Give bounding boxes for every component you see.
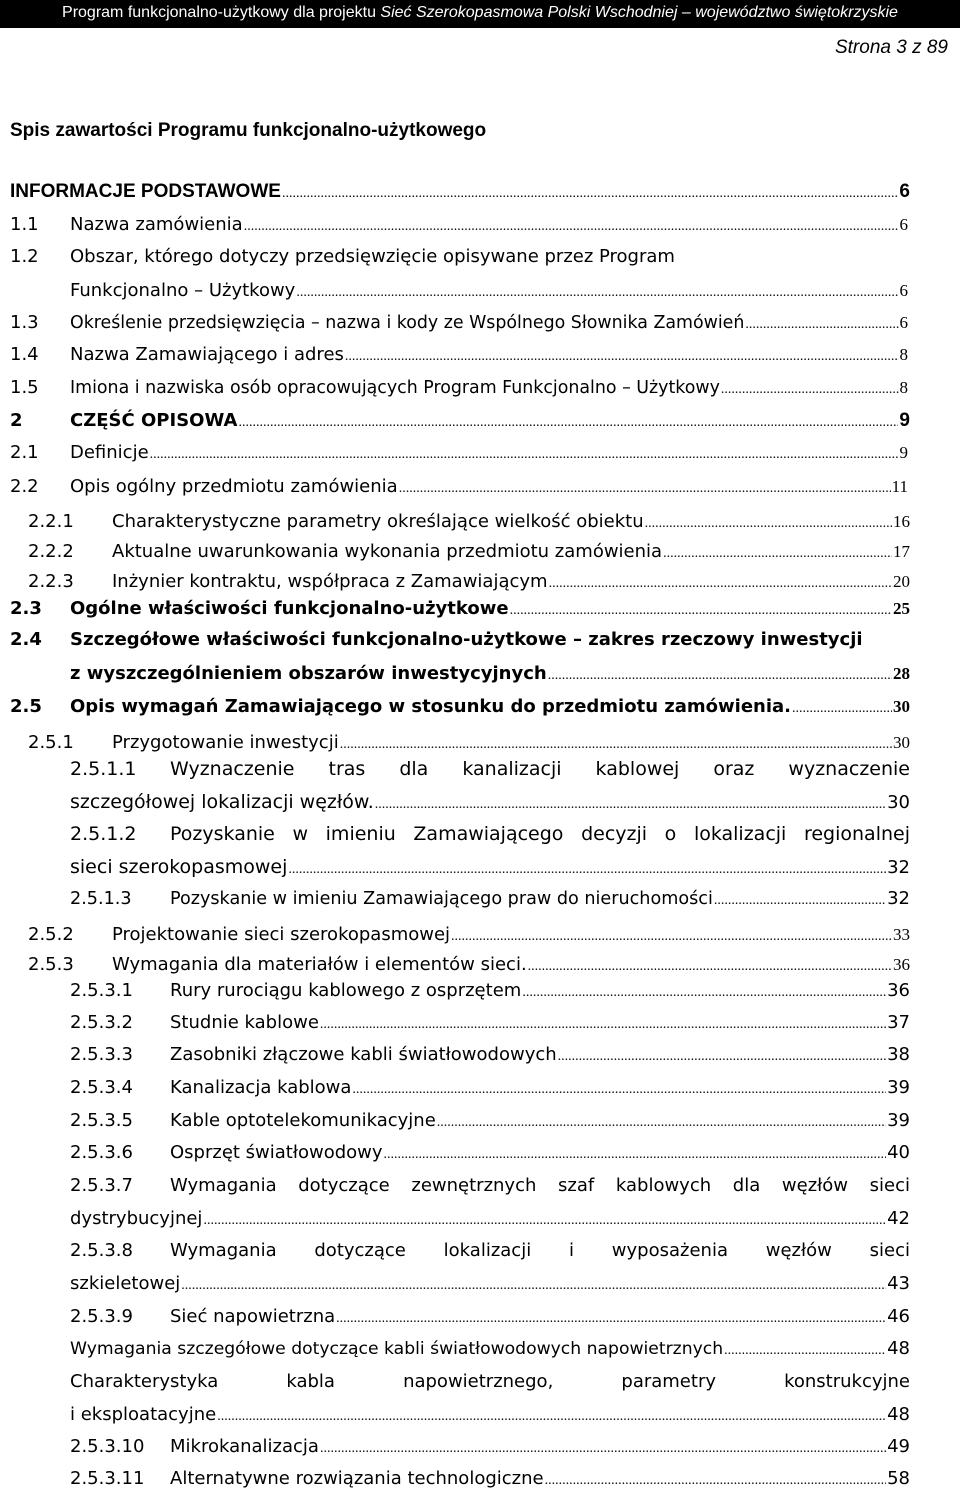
toc-entry-number: 2.5.3.10 [70,1436,145,1457]
toc-entry-number: 2.5.3.11 [70,1468,145,1489]
toc-entry-number: 1.1 [10,214,39,235]
toc-entry[interactable] [10,597,910,623]
toc-entry-page: 30 [893,733,910,752]
toc-leader [336,1307,886,1331]
toc-entry[interactable] [28,540,910,566]
toc-entry[interactable] [70,1435,910,1461]
toc-entry-number: 2.5.3.7 [70,1175,133,1196]
toc-leader [244,215,899,239]
toc-entry[interactable] [70,1011,910,1037]
toc-entry[interactable] [70,1272,910,1298]
toc-entry-text: Rury rurociągu kablowego z osprzętem [170,980,522,1001]
toc-entry[interactable] [70,1337,910,1363]
toc-entry-text: Osprzęt światłowodowy [170,1142,383,1163]
toc-entry-text: CZĘŚĆ OPISOWA [70,410,238,431]
toc-entry-text: Wymagania szczegółowe dotyczące kabli światłowodowych napowietrznych [70,1339,724,1359]
toc-entry-number: 2.2.2 [28,541,74,562]
toc-entry-number: 2.5.3.4 [70,1077,133,1098]
toc-entry-number: 2.5.1.2 [70,823,137,845]
toc-leader [384,1143,887,1167]
toc-entry-page: 39 [887,1077,910,1098]
toc-entry[interactable] [70,279,908,305]
toc-leader [320,1437,886,1461]
toc-entry[interactable] [70,1370,910,1394]
toc-entry[interactable] [10,441,908,467]
toc-leader [340,733,892,757]
toc-leader [282,182,898,206]
toc-entry[interactable] [10,343,908,369]
toc-leader [217,1405,886,1429]
toc-leader [792,697,892,721]
toc-entry-text: Przygotowanie inwestycji [112,732,339,753]
toc-entry[interactable] [70,757,910,781]
toc-entry-text: Wymagania dotyczące lokalizacji i wyposażenia węzłów sieci [170,1240,910,1261]
toc-entry-text: Aktualne uwarunkowania wykonania przedmiotu zamówienia [112,541,663,562]
toc-entry-text: Szczegółowe właściwości funkcjonalno-użytkowe – zakres rzeczowy inwestycji [70,629,863,650]
toc-entry-page: 8 [899,378,908,397]
toc-entry-text: sieci szerokopasmowej [70,856,288,878]
toc-entry-text: dystrybucyjnej [70,1208,203,1229]
toc-leader [238,411,898,435]
toc-entry[interactable] [10,409,910,435]
toc-entry-page: 36 [887,980,910,1001]
toc-leader [352,1078,886,1102]
toc-entry-number: 2 [10,410,23,431]
toc-leader [345,345,899,369]
toc-entry-page: 20 [893,572,910,591]
toc-entry-page: 6 [899,215,908,234]
toc-leader [288,858,886,882]
toc-entry-text: Charakterystyka kabla napowietrznego, parametry konstrukcyjne [70,1371,910,1392]
toc-entry-number: 1.3 [10,312,39,333]
toc-entry[interactable] [10,180,910,206]
toc-entry-number: 2.5.3.8 [70,1240,133,1261]
toc-leader [745,313,898,337]
toc-leader [296,281,898,305]
toc-entry[interactable] [70,1467,910,1493]
toc-leader [663,542,892,566]
toc-entry[interactable] [10,628,902,652]
toc-entry-page: 49 [887,1436,910,1457]
toc-entry-text: Pozyskanie w imieniu Zamawiającego decyzji o lokalizacji regionalnej [170,823,910,845]
toc-entry-page: 32 [887,857,910,878]
toc-leader [549,572,892,596]
toc-entry[interactable] [70,822,910,846]
toc-entry-page: 9 [899,410,910,431]
toc-entry-page: 11 [891,477,908,496]
toc-entry[interactable] [28,953,910,979]
toc-entry-page: 46 [887,1306,910,1327]
toc-entry[interactable] [70,1174,910,1198]
toc-leader [714,889,886,913]
toc-entry-number: 2.5.3.5 [70,1110,133,1131]
toc-entry-text: Zasobniki złączowe kabli światłowodowych [170,1044,557,1065]
toc-entry-text: Inżynier kontraktu, współpraca z Zamawiającym [112,571,548,592]
toc-entry[interactable] [70,979,910,1005]
toc-title: Spis zawartości Programu funkcjonalno-użytkowego [10,120,487,141]
toc-entry-text: Charakterystyczne parametry określające wielkość obiektu [112,511,644,532]
toc-entry-page: 9 [899,443,908,462]
toc-entry-text: Określenie przedsięwzięcia – nazwa i kody ze Wspólnego Słownika Zamówień [70,313,745,333]
toc-entry[interactable] [70,1239,910,1263]
toc-entry-number: 2.2 [10,476,39,497]
header-prefix: Program funkcjonalno-użytkowy dla projektu [62,4,381,21]
toc-entry[interactable] [10,245,908,269]
toc-entry-number: 2.5.3.3 [70,1044,133,1065]
toc-entry[interactable] [70,1141,910,1167]
toc-entry-page: 16 [893,512,910,531]
toc-entry-number: 2.5 [10,696,42,717]
toc-entry[interactable] [70,790,910,817]
toc-entry-page: 8 [899,345,908,364]
toc-entry-text: INFORMACJE PODSTAWOWE [10,181,281,202]
toc-entry-text: Obszar, którego dotyczy przedsięwzięcie opisywane przez Program [70,246,675,267]
toc-entry-text: Ogólne właściwości funkcjonalno-użytkowe [70,598,509,619]
toc-entry-text: Wymagania dla materiałów i elementów sieci. [112,954,527,975]
toc-entry[interactable] [10,376,908,402]
toc-entry-page: 6 [899,313,908,332]
toc-leader [320,1013,886,1037]
toc-entry-page: 6 [899,181,910,202]
toc-entry-text: szczegółowej lokalizacji węzłów. [70,791,374,813]
toc-leader [399,477,891,501]
toc-entry[interactable] [70,1076,910,1102]
toc-entry-number: 2.5.3 [28,954,74,975]
toc-leader [545,1469,887,1493]
toc-entry-text: Alternatywne rozwiązania technologiczne [170,1468,544,1489]
toc-entry[interactable] [28,923,910,949]
toc-entry-number: 2.5.3.1 [70,980,133,1001]
toc-entry-text: Mikrokanalizacja [170,1436,319,1457]
toc-entry-number: 2.3 [10,598,42,619]
toc-entry-text: Kanalizacja kablowa [170,1077,352,1098]
toc-entry-page: 28 [893,664,910,683]
toc-leader [451,925,892,949]
toc-entry-page: 39 [887,1110,910,1131]
toc-entry-number: 2.1 [10,442,39,463]
toc-entry-page: 58 [887,1468,910,1489]
toc-entry-page: 40 [887,1142,910,1163]
document-header [0,0,960,28]
toc-entry-number: 2.5.1 [28,732,74,753]
toc-entry[interactable] [28,731,910,757]
toc-entry-number: 2.5.3.6 [70,1142,133,1163]
toc-entry-number: 2.5.1.3 [70,889,132,909]
toc-leader [645,512,892,536]
toc-leader [181,1274,886,1298]
toc-entry[interactable] [28,570,910,596]
toc-entry-number: 1.5 [10,377,39,398]
toc-leader [437,1111,886,1135]
toc-entry-number: 2.2.1 [28,511,74,532]
toc-entry-page: 17 [893,542,910,561]
toc-leader [522,981,886,1005]
toc-entry-page: 43 [887,1273,910,1294]
toc-entry[interactable] [70,855,910,882]
toc-entry[interactable] [10,695,910,721]
toc-leader [548,664,892,688]
toc-entry[interactable] [70,1207,910,1233]
toc-entry-text: Opis wymagań Zamawiającego w stosunku do przedmiotu zamówienia. [70,696,791,717]
header-region: województwo świętokrzyskie [695,4,898,21]
toc-entry-text: Pozyskanie w imieniu Zamawiającego praw do nieruchomości [170,889,713,909]
toc-entry-text: Imiona i nazwiska osób opracowujących Program Funkcjonalno – Użytkowy [70,378,720,398]
toc-entry-number: 2.2.3 [28,571,74,592]
toc-entry-page: 30 [887,792,910,813]
toc-entry-text: szkieletowej [70,1273,181,1294]
toc-entry-text: Kable optotelekomunikacyjne [170,1110,436,1131]
toc-entry-text: Opis ogólny przedmiotu zamówienia [70,476,398,497]
toc-entry-number: 1.4 [10,344,39,365]
toc-entry-page: 48 [887,1338,910,1359]
header-project: Sieć Szerokopasmowa Polski Wschodniej [380,4,678,21]
toc-entry[interactable] [70,1109,910,1135]
toc-entry[interactable] [70,1403,910,1429]
toc-entry-page: 38 [887,1044,910,1065]
toc-entry-text: Sieć napowietrzna [170,1306,336,1327]
toc-entry-page: 48 [887,1404,910,1425]
toc-entry-page: 32 [887,888,910,909]
toc-entry-page: 25 [893,599,910,618]
toc-entry-text: Definicje [70,442,149,463]
toc-leader [510,599,892,623]
toc-entry[interactable] [10,475,908,501]
toc-leader [721,378,899,402]
toc-leader [528,955,892,979]
toc-entry[interactable] [70,887,910,913]
toc-entry-page: 30 [893,697,910,716]
toc-entry-number: 2.5.3.2 [70,1012,133,1033]
toc-leader [150,443,899,467]
toc-entry[interactable] [70,1043,910,1069]
toc-entry-text: Funkcjonalno – Użytkowy [70,280,296,301]
toc-entry-text: i eksploatacyjne [70,1404,217,1425]
toc-leader [724,1339,886,1363]
toc-leader [558,1045,886,1069]
toc-entry-text: Projektowanie sieci szerokopasmowej [112,924,451,945]
toc-entry-number: 2.4 [10,629,42,650]
toc-entry-text: z wyszczególnieniem obszarów inwestycyjnych [70,663,547,684]
toc-entry[interactable] [10,311,908,337]
toc-entry-number: 2.5.3.9 [70,1306,133,1327]
toc-entry-page: 33 [893,925,910,944]
toc-entry-number: 2.5.1.1 [70,758,137,780]
toc-entry[interactable] [70,662,910,688]
toc-entry-page: 37 [887,1012,910,1033]
toc-entry-text: Studnie kablowe [170,1012,319,1033]
toc-entry-number: 1.2 [10,246,39,267]
page-number: Strona 3 z 89 [834,37,948,58]
toc-leader [375,793,886,817]
toc-entry[interactable] [10,213,908,239]
toc-entry-page: 36 [893,955,910,974]
header-separator: – [677,4,696,21]
toc-entry-number: 2.5.2 [28,924,74,945]
toc-entry[interactable] [70,1305,910,1331]
toc-leader [203,1209,886,1233]
toc-entry-page: 42 [887,1208,910,1229]
toc-entry-text: Nazwa Zamawiającego i adres [70,344,344,365]
toc-entry-text: Wyznaczenie tras dla kanalizacji kablowej oraz wyznaczenie [170,758,910,780]
toc-entry-text: Wymagania dotyczące zewnętrznych szaf kablowych dla węzłów sieci [170,1175,910,1196]
toc-entry[interactable] [28,510,910,536]
toc-entry-text: Nazwa zamówienia [70,214,243,235]
toc-entry-page: 6 [899,281,908,300]
